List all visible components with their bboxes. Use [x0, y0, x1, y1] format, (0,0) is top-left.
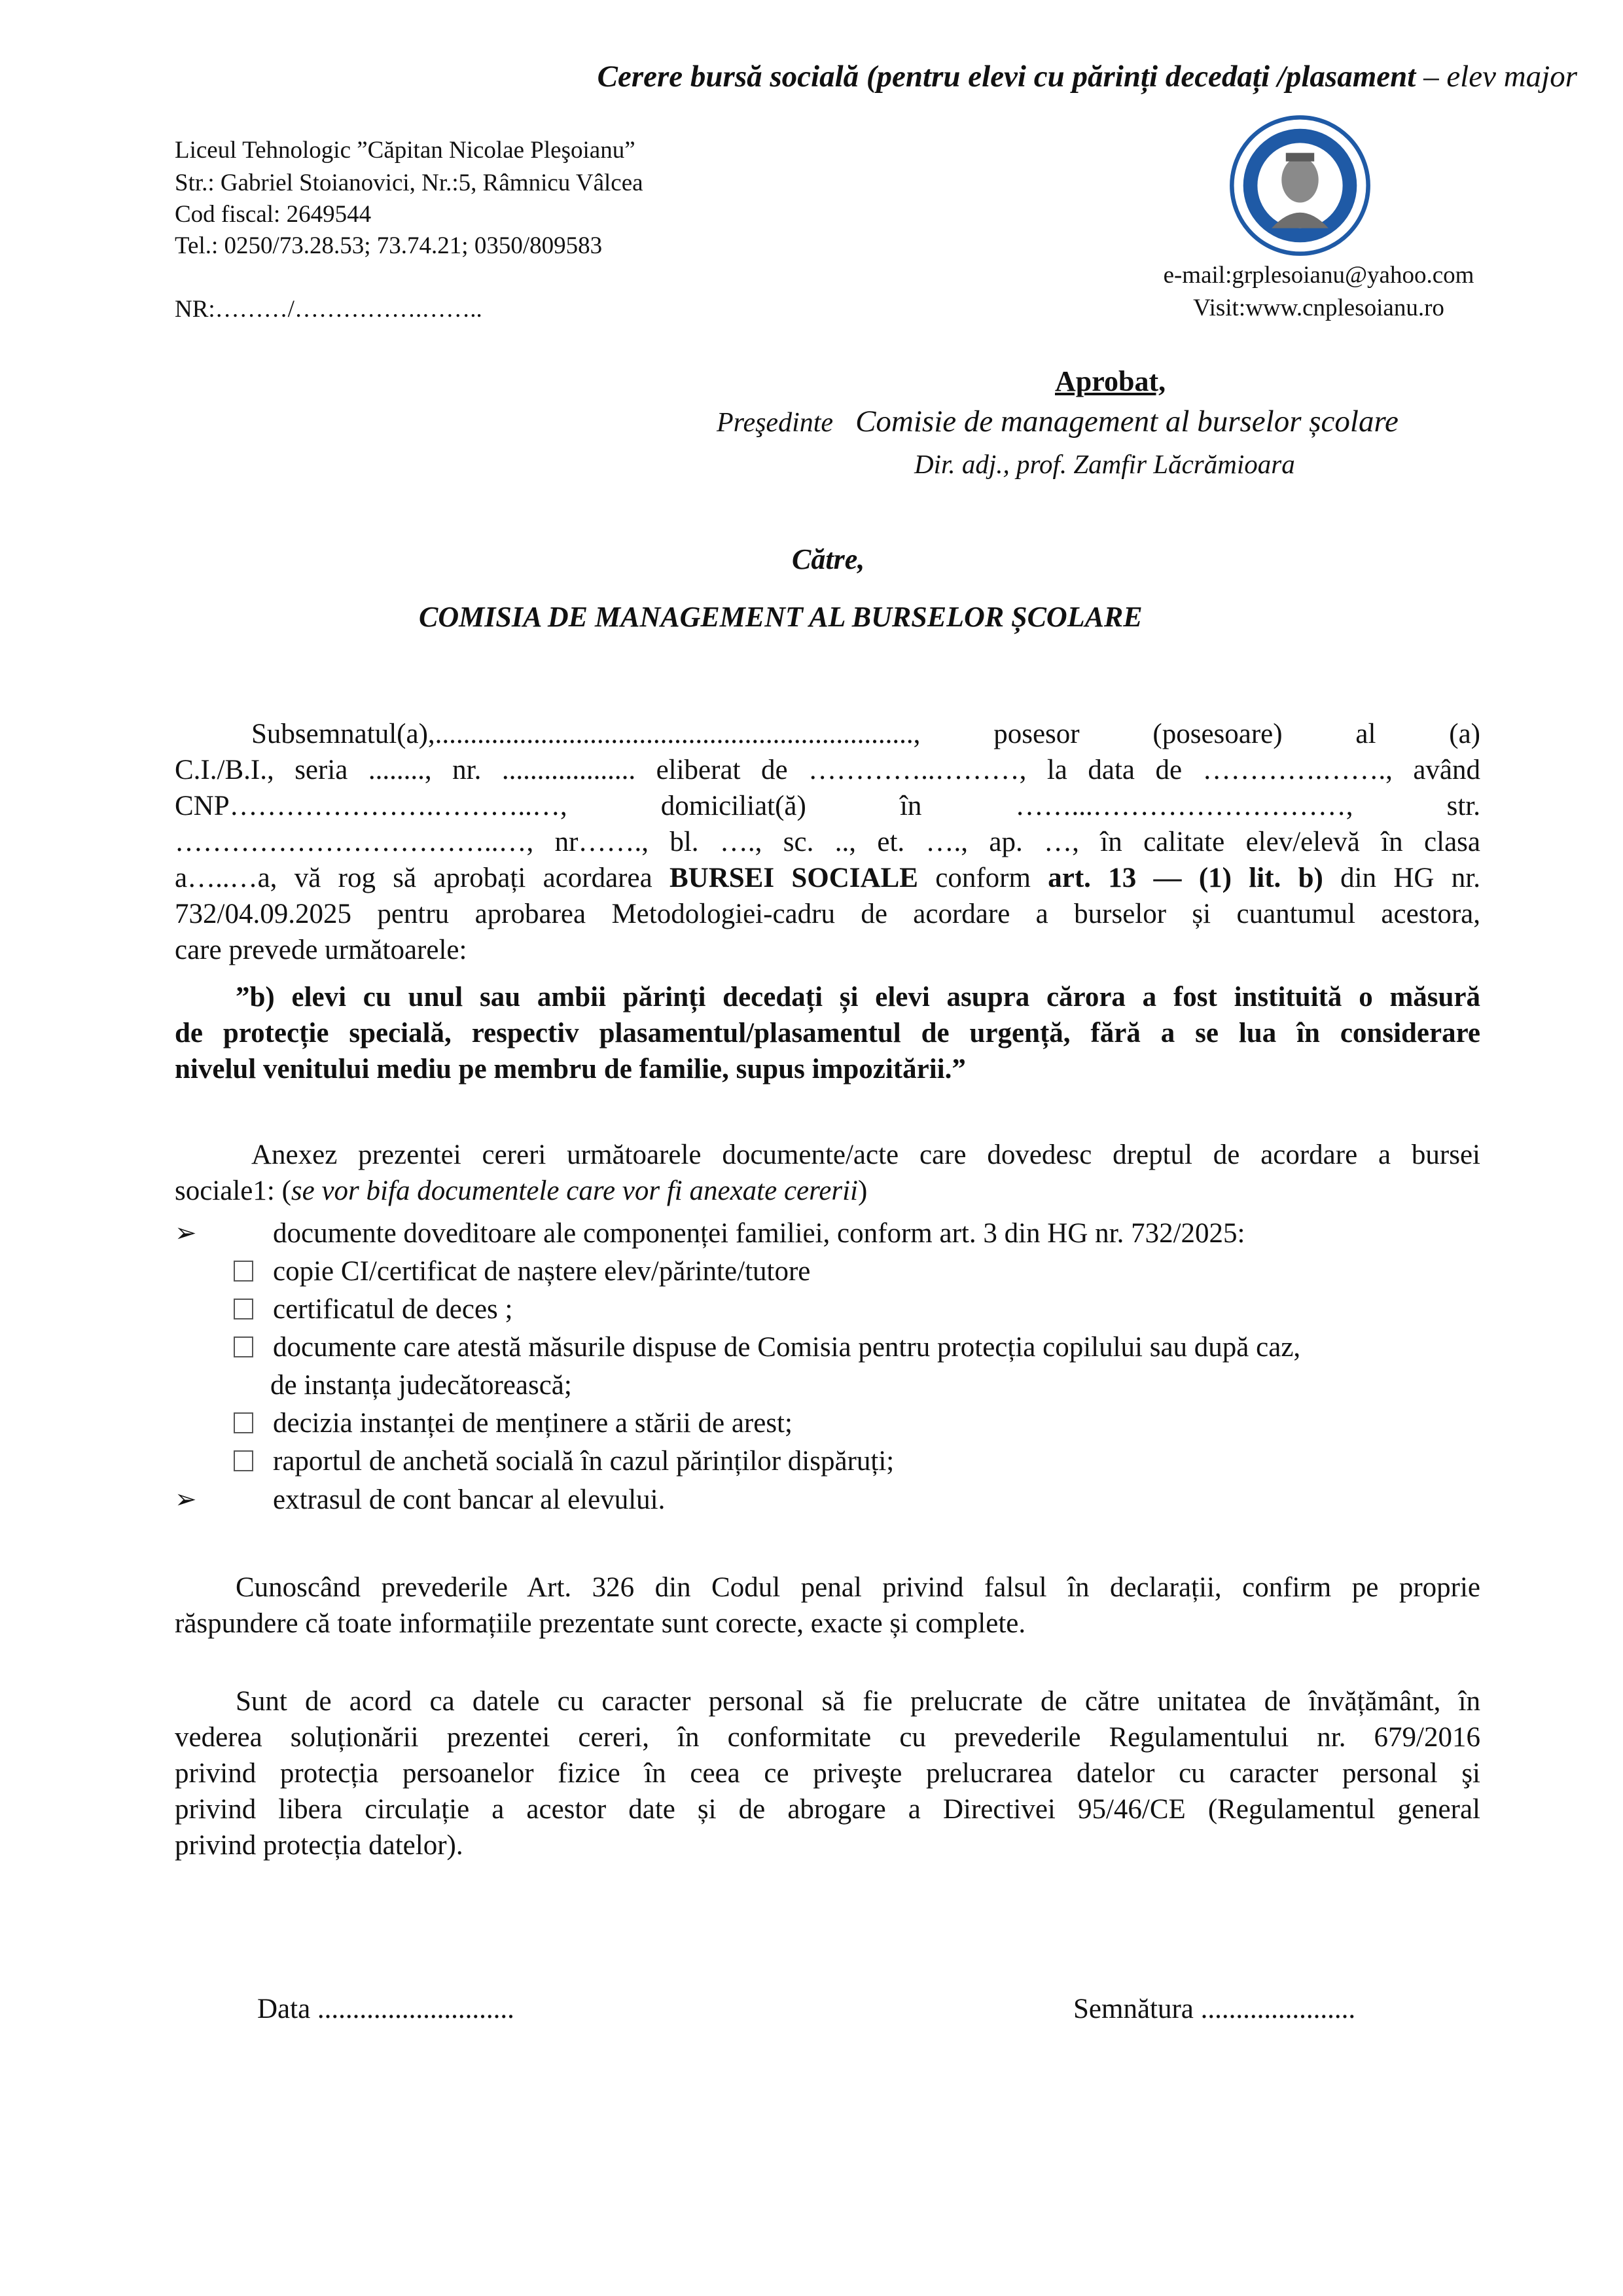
document-title: Cerere bursă socială (pentru elevi cu părinți decedați /plasament – elev major: [597, 60, 1577, 94]
checkbox-icon[interactable]: [234, 1261, 253, 1282]
school-phone: Tel.: 0250/73.28.53; 73.74.21; 0350/809583: [175, 232, 603, 259]
approval-commission: Preşedinte Comisie de management al burselor școlare: [717, 404, 1399, 439]
checkbox-icon[interactable]: [234, 1336, 253, 1357]
checkbox-item[interactable]: raportul de anchetă socială în cazul părinților dispăruți;: [234, 1443, 894, 1480]
consent-paragraph: Sunt de acord ca datele cu caracter personal să fie prelucrate de către unitatea de învățământ, în vederea soluționării prezentei cereri, în conformitate cu prevederile Regulamentului nr. 679/2016 privind protecția persoanelor fizice în ceea ce priveşte prelucrarea datelor cu caracter personal şi privind libera circulație a acestor date și de abrogare a Directivei 95/46/CE (Regulamentul general privind protecția datelor).: [175, 1686, 1480, 1861]
school-website: Visit:www.cnplesoianu.ro: [1193, 295, 1444, 321]
legal-quote: ”b) elevi cu unul sau ambii părinți decedați și elevi asupra cărora a fost instituită o măsură de protecție specială, respectiv plasamentul/plasamentul de urgență, fără a se lua în considerare nivelul venitului mediu pe membru de familie, supus impozitării.”: [175, 982, 1480, 1085]
checkbox-item[interactable]: copie CI/certificat de naștere elev/părinte/tutore: [234, 1253, 810, 1291]
checkbox-item-continuation: de instanța judecătorească;: [270, 1370, 572, 1401]
checkbox-icon[interactable]: [234, 1299, 253, 1319]
arrow-bullet-icon: ➢: [175, 1218, 197, 1248]
approval-title: Aprobat,: [1055, 365, 1166, 397]
school-address: Str.: Gabriel Stoianovici, Nr.:5, Râmnicu Vâlcea: [175, 170, 643, 196]
school-name: Liceul Tehnologic ”Căpitan Nicolae Pleşoianu”: [175, 137, 635, 164]
registration-number: NR:………/…………….……..: [175, 296, 482, 323]
school-fiscal-code: Cod fiscal: 2649544: [175, 201, 372, 228]
approval-person: Dir. adj., prof. Zamfir Lăcrămioara: [914, 449, 1295, 479]
arrow-bullet-icon: ➢: [175, 1484, 197, 1515]
request-paragraph: Subsemnatul(a),...................................................................., posesor (posesoare) al (a) C.I./B.I., seria ........, nr. ................... eliberat de …………..………, la data de ………….……., având CNP………………….………..…, domiciliat(ă) în ……...………………………, str. ……………………………..…, nr……., bl. …., sc. .., et. …., ap. …, în calitate elev/elevă în clasa a…..…a, vă rog să aprobați acordarea BURSEI SOCIALE conform art. 13 — (1) lit. b) din HG nr. 732/04.09.2025 pentru aprobarea Metodologiei-cadru de acordare a burselor și cuantumul acestora, care prevede următoarele:: [175, 719, 1480, 965]
annex-paragraph: Anexez prezentei cereri următoarele documente/acte care dovedesc dreptul de acordare a bursei sociale1: (se vor bifa documentele care vor fi anexate cererii): [175, 1139, 1480, 1206]
checkbox-icon[interactable]: [234, 1450, 253, 1471]
addressee-commission: COMISIA DE MANAGEMENT AL BURSELOR ȘCOLARE: [419, 601, 1143, 633]
checkbox-item[interactable]: certificatul de deces ;: [234, 1291, 513, 1329]
checkbox-icon[interactable]: [234, 1412, 253, 1433]
declaration-paragraph: Cunoscând prevederile Art. 326 din Codul penal privind falsul în declarații, confirm pe proprie răspundere că toate informațiile prezentate sunt corecte, exacte și complete.: [175, 1572, 1480, 1639]
date-field[interactable]: Data ............................: [257, 1994, 514, 2024]
annex-bullet-family-docs: ➢ documente doveditoare ale componenței familiei, conform art. 3 din HG nr. 732/2025:: [175, 1215, 1245, 1251]
annex-bullet-bank-statement: ➢ extrasul de cont bancar al elevului.: [175, 1482, 665, 1518]
checkbox-item[interactable]: documente care atestă măsurile dispuse de Comisia pentru protecția copilului sau după caz,: [234, 1329, 1300, 1367]
checkbox-item[interactable]: decizia instanței de menținere a stării de arest;: [234, 1405, 793, 1443]
school-seal-icon: [1229, 115, 1371, 257]
school-email: e-mail:grplesoianu@yahoo.com: [1163, 262, 1474, 289]
addressee-to: Către,: [792, 543, 865, 575]
signature-field[interactable]: Semnătura ......................: [1073, 1994, 1356, 2024]
